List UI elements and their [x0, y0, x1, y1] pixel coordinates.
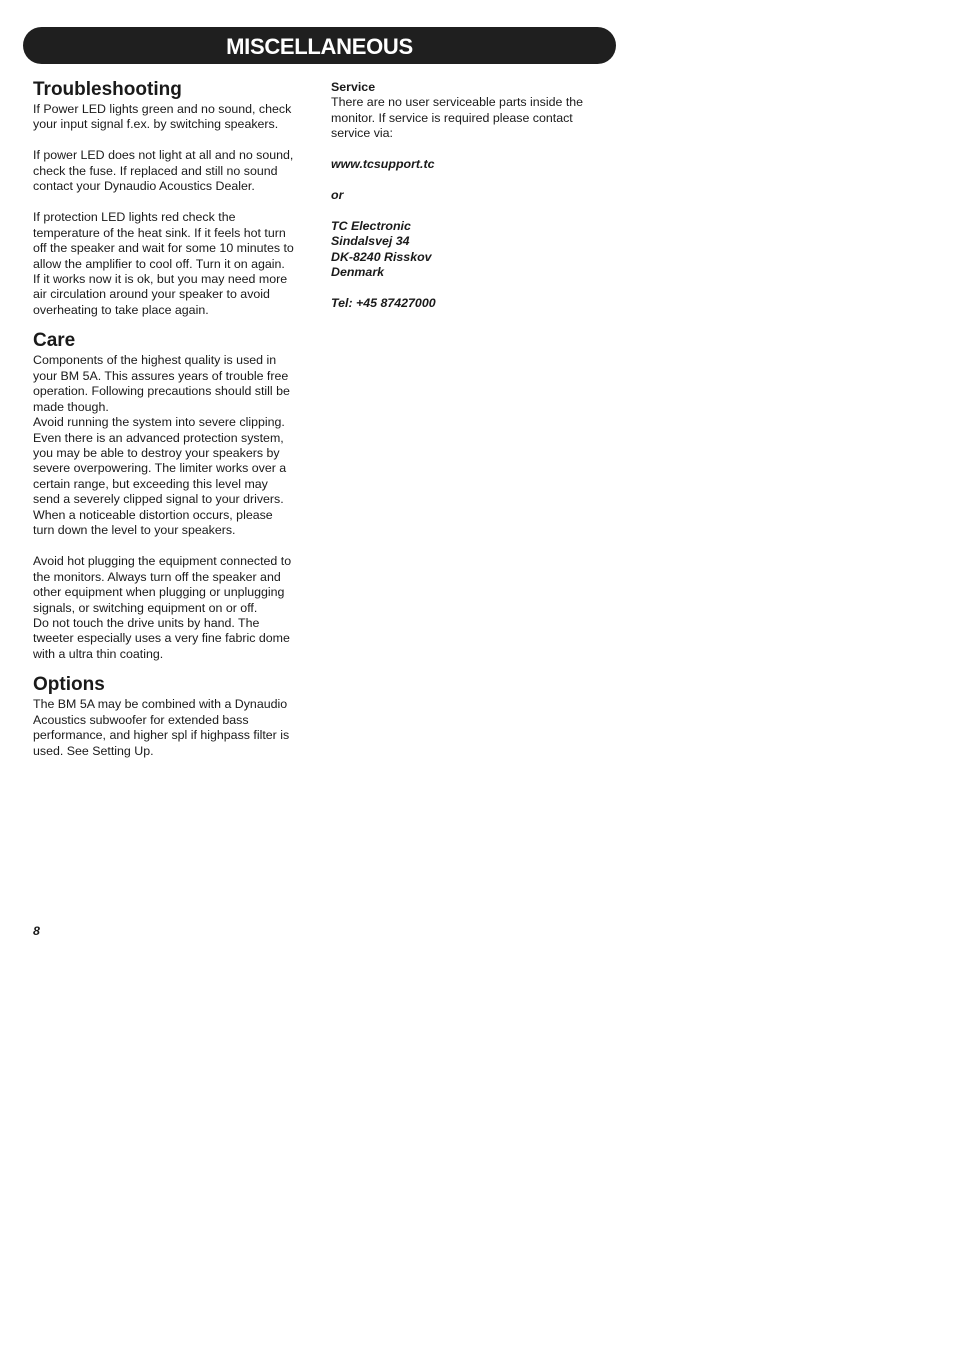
service-intro: There are no user serviceable parts inside the monitor. If service is required please contact service via:	[331, 95, 584, 141]
left-column	[33, 78, 315, 759]
options-heading: Options	[33, 674, 105, 696]
care-heading: Care	[33, 330, 76, 352]
service-tel: Tel: +45 87427000	[331, 296, 436, 311]
care-paragraph-2: Avoid hot plugging the equipment connected to the monitors. Always turn off the speaker and other equipment when plugging or unplugging signals, or switching equipment on or off. Do not touch the drive units by hand. The tweeter especially uses a very fine fabric dome with a ultra thin coating.	[33, 554, 292, 661]
section-banner	[23, 27, 616, 64]
service-website: www.tcsupport.tc	[331, 157, 435, 172]
service-heading: Service	[331, 80, 376, 94]
options-paragraph-1: The BM 5A may be combined with a Dynaudio Acoustics subwoofer for extended bass performance, and higher spl if highpass filter is used. See Setting Up.	[33, 697, 290, 758]
troubleshooting-paragraph-3: If protection LED lights red check the temperature of the heat sink. If it feels hot turn off the speaker and wait for some 10 minutes to allow the amplifier to cool off. Turn it on again. If it works now it is ok, but you may need more air circulation around your speaker to avoid overheating to take place again.	[33, 210, 294, 317]
page-title: MISCELLANEOUS	[226, 33, 413, 59]
troubleshooting-heading: Troubleshooting	[33, 79, 182, 100]
care-paragraph-1: Components of the highest quality is used in your BM 5A. This assures years of trouble free operation. Following precautions should still be made though. Avoid running the system into severe clipping. Even there is an advanced protection system, you may be able to destroy your speakers by severe overpowering. The limiter works over a certain range, but exceeding this level may send a severely clipped signal to your drivers. When a noticeable distortion occurs, please turn down the level to your speakers.	[33, 353, 290, 538]
troubleshooting-paragraph-1: If Power LED lights green and no sound, check your input signal f.ex. by switching speakers.	[33, 102, 292, 132]
page-number: 8	[33, 924, 40, 938]
service-address: TC Electronic Sindalsvej 34 DK-8240 Risskov Denmark	[331, 219, 432, 280]
right-column	[331, 78, 613, 312]
service-or: or	[331, 188, 344, 203]
troubleshooting-paragraph-2: If power LED does not light at all and no sound, check the fuse. If replaced and still no sound contact your Dynaudio Acoustics Dealer.	[33, 148, 294, 194]
